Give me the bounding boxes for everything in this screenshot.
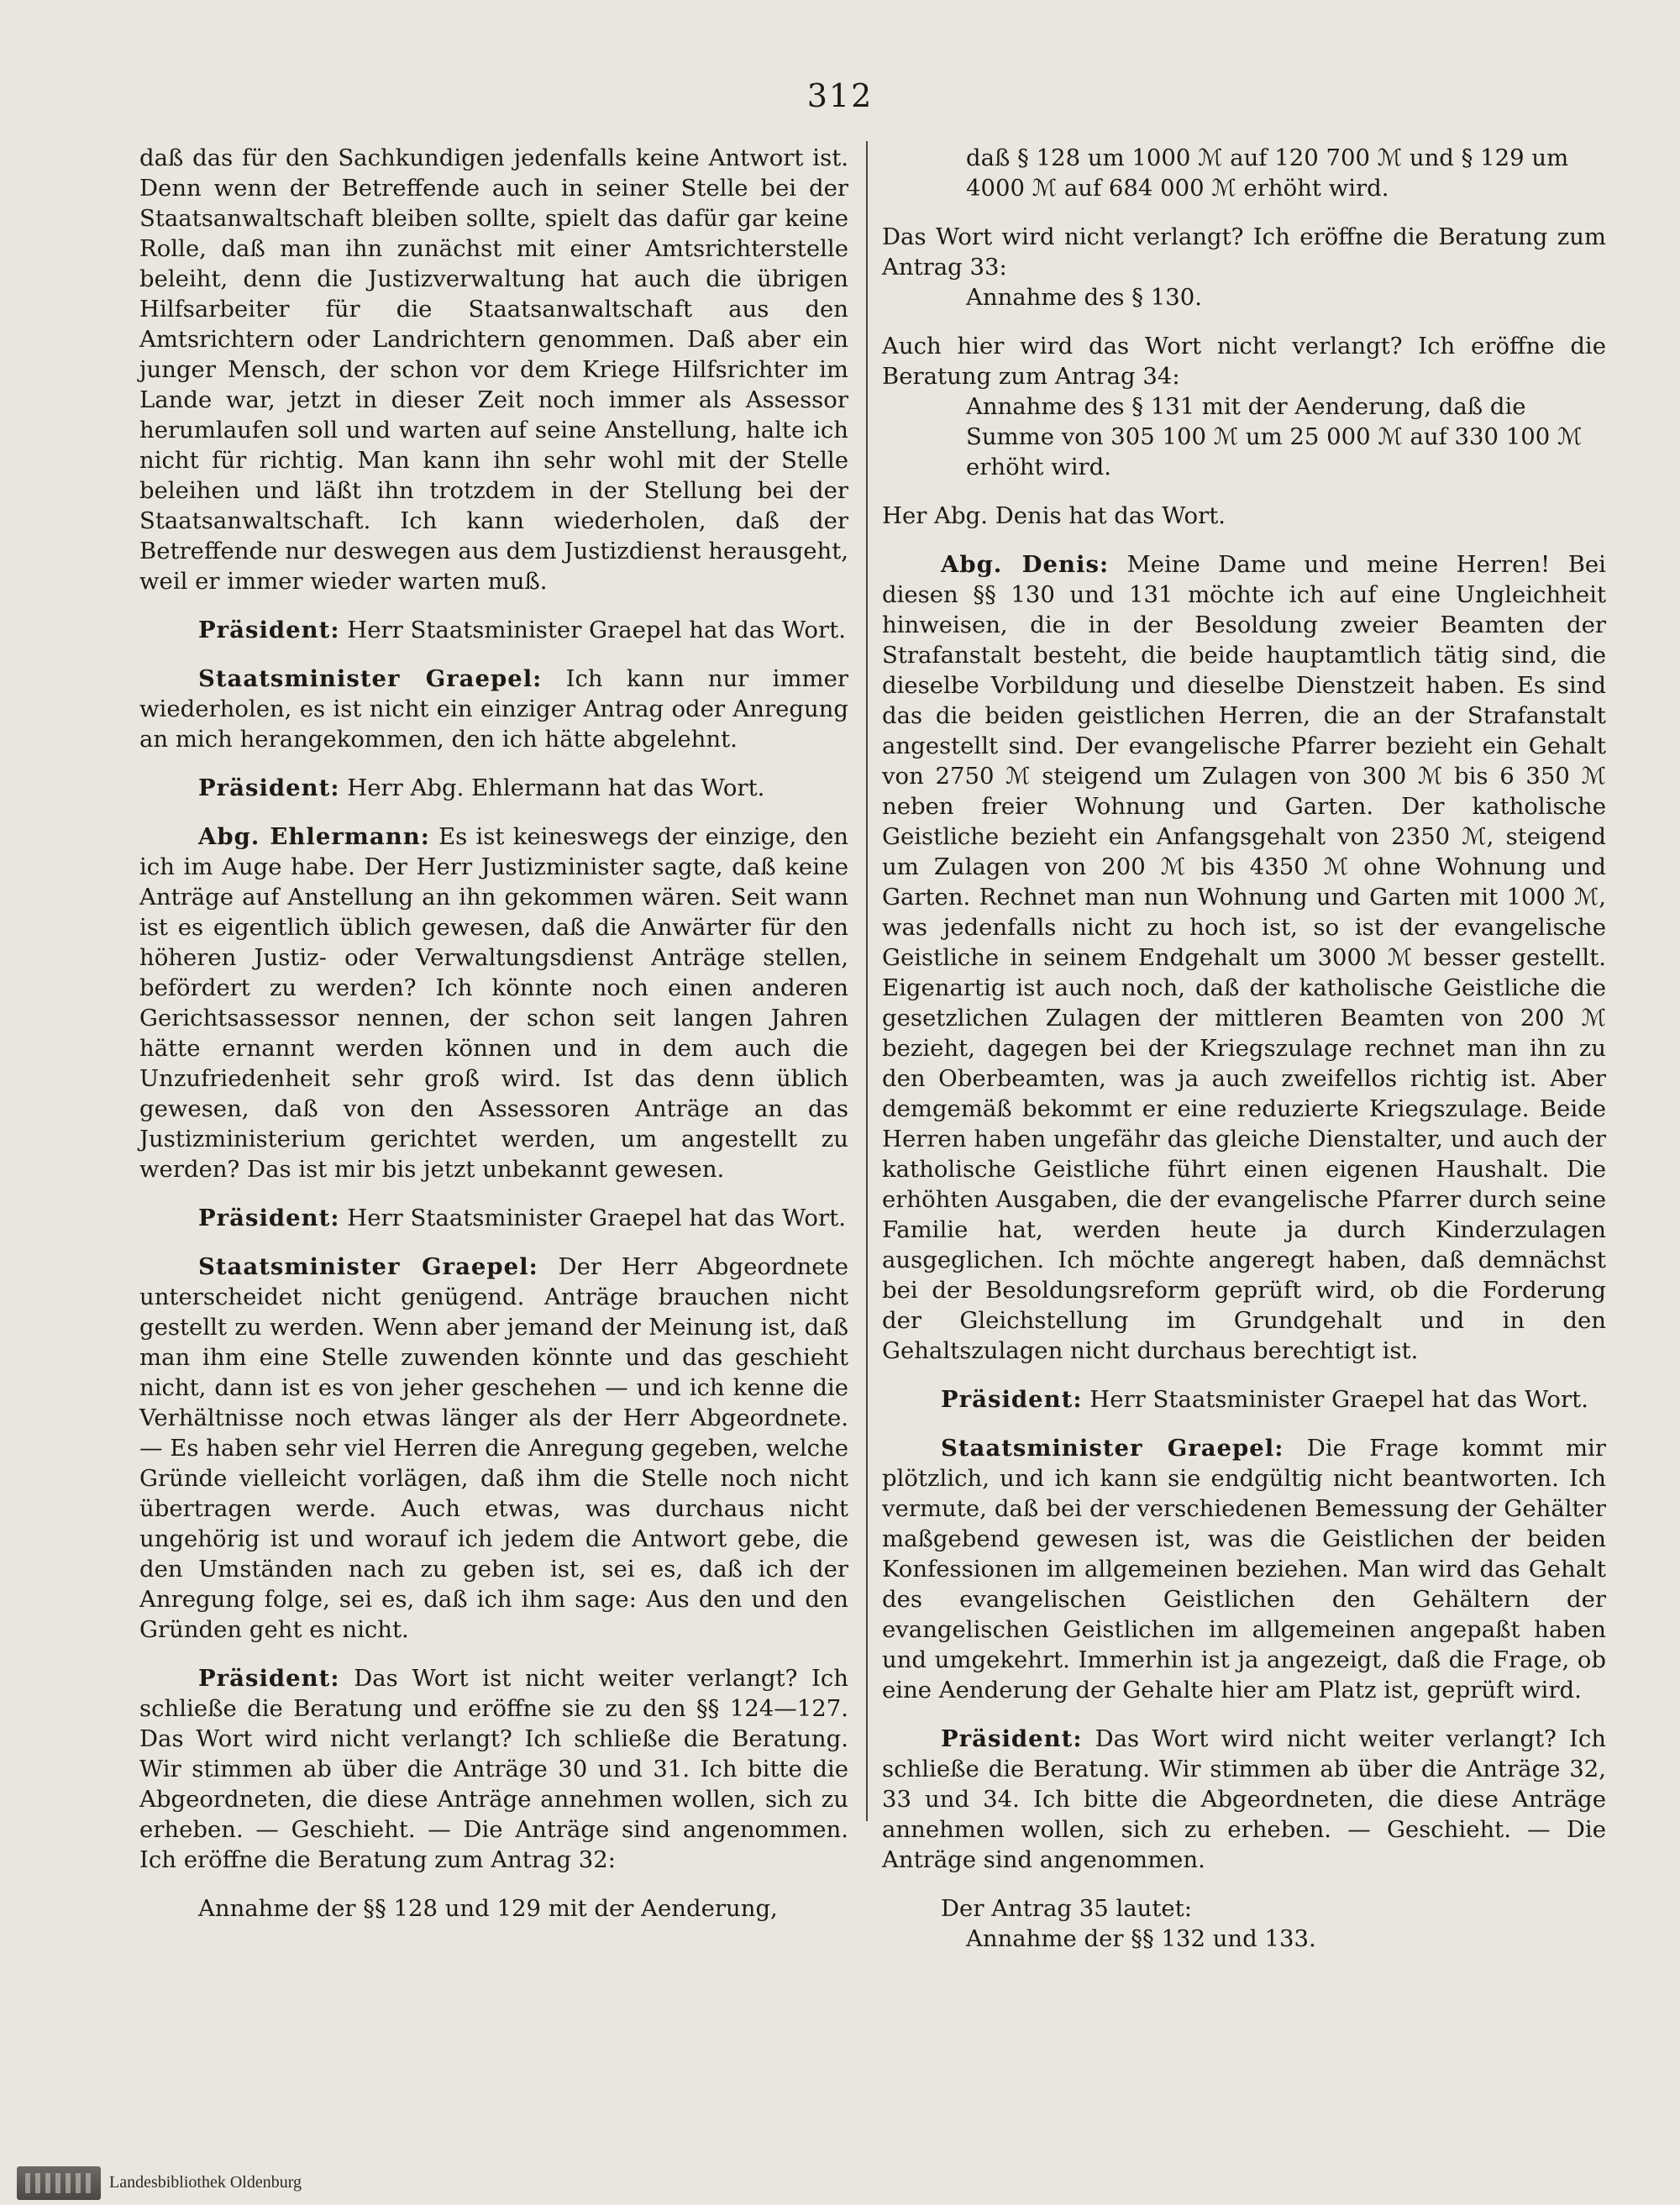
speaker-name: Präsident: [198, 617, 340, 643]
paragraph [139, 822, 848, 1184]
paragraph: daß das für den Sachkundigen jedenfalls keine Antwort ist. Denn wenn der Betreffende auch in seiner Stelle bei der Staatsanwaltschaft bleiben sollte, spielt das dafür gar keine Rolle, daß man ihn zunächst mit einer Amtsrichterstelle beleiht, denn die Justizverwaltung hat auch die übrigen Hilfsarbeiter für die Staatsanwaltschaft aus den Amtsrichtern oder Landrichtern genommen. Daß aber ein junger Mensch, der schon vor dem Kriege Hilfsrichter im Lande war, jetzt in dieser Zeit noch immer als Assessor herumlaufen soll und warten auf seine Anstellung, halte ich nicht für richtig. Man kann ihn sehr wohl mit der Stelle beleihen und läßt ihn trotzdem in der Stellung bei der Staatsanwaltschaft. Ich kann wiederholen, daß der Betreffende nur deswegen aus dem Justizdienst herausgeht, weil er immer wieder warten muß. [139, 144, 848, 595]
speaker-name: Präsident: [198, 1205, 340, 1231]
motion-text: Annahme der §§ 132 und 133. [966, 1925, 1316, 1952]
speaker-name: Präsident: [941, 1386, 1083, 1413]
page-number: 312 [806, 77, 874, 114]
motion-text: daß § 128 um 1000 ℳ auf 120 700 ℳ und § 129 um 4000 ℳ auf 684 000 ℳ erhöht wird. [966, 144, 1569, 202]
library-logo-icon [17, 2166, 101, 2200]
motion-text: Annahme des § 131 mit der Aenderung, daß die Summe von 305 100 ℳ um 25 000 ℳ auf 330 100 ℳ erhöht wird. [966, 393, 1583, 480]
speaker-name: Präsident: [198, 1665, 340, 1692]
paragraph [882, 1724, 1606, 1875]
paragraph [882, 549, 1606, 1366]
paragraph [139, 1252, 848, 1645]
right-column [882, 143, 1606, 1954]
paragraph [139, 664, 848, 754]
column-divider [866, 141, 868, 1821]
speech-text: Herr Staatsminister Graepel hat das Wort. [1089, 1386, 1588, 1413]
library-name: Landesbibliothek Oldenburg [109, 2173, 302, 2192]
footer [0, 2163, 1680, 2205]
paragraph: Her Abg. Denis hat das Wort. [882, 502, 1226, 529]
speech-text: Es ist keineswegs der einzige, den ich im Auge habe. Der Herr Justizminister sagte, daß keine Anträge auf Anstellung an ihn gekommen wären. Seit wann ist es eigentlich üblich gewesen, daß die Anwärter für den höheren Justiz- oder Verwaltungsdienst Anträge stellen, befördert zu werden? Ich könnte noch einen anderen Gerichtsassessor nennen, der schon seit langen Jahren hätte ernannt werden können und in dem auch die Unzufriedenheit sehr groß wird. Ist das denn üblich gewesen, daß von den Assessoren Anträge an das Justizministerium gerichtet werden, um angestellt zu werden? Das ist mir bis jetzt unbekannt gewesen. [139, 823, 849, 1183]
speech-text: Das Wort wird nicht weiter verlangt? Ich schließe die Beratung. Wir stimmen ab über die Anträge 32, 33 und 34. Ich bitte die Abgeordneten, die diese Anträge annehmen wollen, sich zu erheben. — Geschieht. — Die Anträge sind angenommen. [882, 1725, 1606, 1873]
speech-text: Herr Staatsminister Graepel hat das Wort. [347, 1205, 846, 1231]
paragraph [139, 773, 848, 803]
speech-text: Herr Staatsminister Graepel hat das Wort. [347, 617, 846, 643]
paragraph [139, 1663, 848, 1875]
speaker-name: Staatsminister Graepel: [198, 1253, 538, 1280]
speaker-name: Abg. Denis: [941, 551, 1110, 578]
paragraph [882, 1433, 1606, 1705]
paragraph [139, 1203, 848, 1233]
paragraph: Auch hier wird das Wort nicht verlangt? Ich eröffne die Beratung zum Antrag 34: [882, 333, 1606, 390]
speech-text: Das Wort ist nicht weiter verlangt? Ich schließe die Beratung und eröffne sie zu den §§ 124—127. Das Wort wird nicht verlangt? Ich schließe die Beratung. Wir stimmen ab über die Anträge 30 und 31. Ich bitte die Abgeordneten, die diese Anträge annehmen wollen, sich zu erheben. — Geschieht. — Die Anträge sind angenommen. Ich eröffne die Beratung zum Antrag 32: [139, 1665, 848, 1873]
motion-text: Annahme des § 130. [966, 284, 1202, 311]
paragraph: Das Wort wird nicht verlangt? Ich eröffne die Beratung zum Antrag 33: [882, 223, 1606, 281]
speech-text: Meine Dame und meine Herren! Bei diesen §§ 130 und 131 möchte ich auf eine Ungleichheit hinweisen, die in der Besoldung zweier Beamten der Strafanstalt besteht, die beide hauptamtlich tätig sind, die dieselbe Vorbildung und dieselbe Dienstzeit haben. Es sind das die beiden geistlichen Herren, die an der Strafanstalt angestellt sind. Der evangelische Pfarrer bezieht ein Gehalt von 2750 ℳ steigend um Zulagen von 300 ℳ bis 6 350 ℳ neben freier Wohnung und Garten. Der katholische Geistliche bezieht ein Anfangsgehalt von 2350 ℳ, steigend um Zulagen von 200 ℳ bis 4350 ℳ ohne Wohnung und Garten. Rechnet man nun Wohnung und Garten mit 1000 ℳ, was jedenfalls nicht zu hoch ist, so ist der evangelische Geistliche in seinem Endgehalt um 3000 ℳ besser gestellt. Eigenartig ist auch noch, daß der katholische Geistliche die gesetzlichen Zulagen der mittleren Beamten von 200 ℳ bezieht, dagegen bei der Kriegszulage rechnet man ihn zu den Oberbeamten, was ja auch zweifellos richtig ist. Aber demgemäß bekommt er eine reduzierte Kriegszulage. Beide Herren haben ungefähr das gleiche Dienstalter, und auch der katholische Geistliche führt einen eigenen Haushalt. Die erhöhten Ausgaben, die der evangelische Pfarrer durch seine Familie hat, werden heute ja durch Kinderzulagen ausgeglichen. Ich möchte angeregt haben, daß demnächst bei der Besoldungsreform geprüft wird, ob die Forderung der Gleichstellung im Grundgehalt und in den Gehaltszulagen nicht durchaus berechtigt ist. [882, 551, 1606, 1364]
paragraph [139, 615, 848, 645]
speaker-name: Präsident: [941, 1725, 1083, 1752]
speech-text: Ich kann nur immer wiederholen, es ist nicht ein einziger Antrag oder Anregung an mich herangekommen, den ich hätte abgelehnt. [139, 665, 848, 753]
speech-text: Herr Abg. Ehlermann hat das Wort. [347, 774, 765, 801]
speech-text: Die Frage kommt mir plötzlich, und ich kann sie endgültig nicht beantworten. Ich vermute, daß bei der verschiedenen Bemessung der Gehälter maßgebend gewesen ist, was die Geistlichen der beiden Konfessionen im allgemeinen beziehen. Man wird das Gehalt des evangelischen Geistlichen den Gehältern der evangelischen Geistlichen im allgemeinen angepaßt haben und umgekehrt. Immerhin ist ja angezeigt, daß die Frage, ob eine Aenderung der Gehalte hier am Platz ist, geprüft wird. [882, 1435, 1606, 1704]
speaker-name: Staatsminister Graepel: [198, 665, 543, 692]
speaker-name: Staatsminister Graepel: [941, 1435, 1284, 1462]
paragraph: Der Antrag 35 lautet: [941, 1895, 1192, 1922]
speech-text: Der Herr Abgeordnete unterscheidet nicht genügend. Anträge brauchen nicht gestellt zu werden. Wenn aber jemand der Meinung ist, daß man ihm eine Stelle zuwenden könnte und das geschieht nicht, dann ist es von jeher geschehen — und ich kenne die Verhältnisse noch etwas länger als der Herr Abgeordnete. — Es haben sehr viel Herren die Anregung gegeben, welche Gründe vielleicht vorlägen, daß ihm die Stelle noch nicht übertragen werde. Auch etwas, was durchaus nicht ungehörig ist und worauf ich jedem die Antwort gebe, die den Umständen nach zu geben ist, sei es, daß ich der Anregung folge, sei es, daß ich ihm sage: Aus den und den Gründen geht es nicht. [139, 1253, 848, 1643]
left-column [139, 143, 848, 1924]
motion-text: Annahme der §§ 128 und 129 mit der Aenderung, [198, 1895, 778, 1922]
speaker-name: Präsident: [198, 774, 340, 801]
paragraph [882, 1384, 1606, 1415]
speaker-name: Abg. Ehlermann: [198, 823, 430, 850]
